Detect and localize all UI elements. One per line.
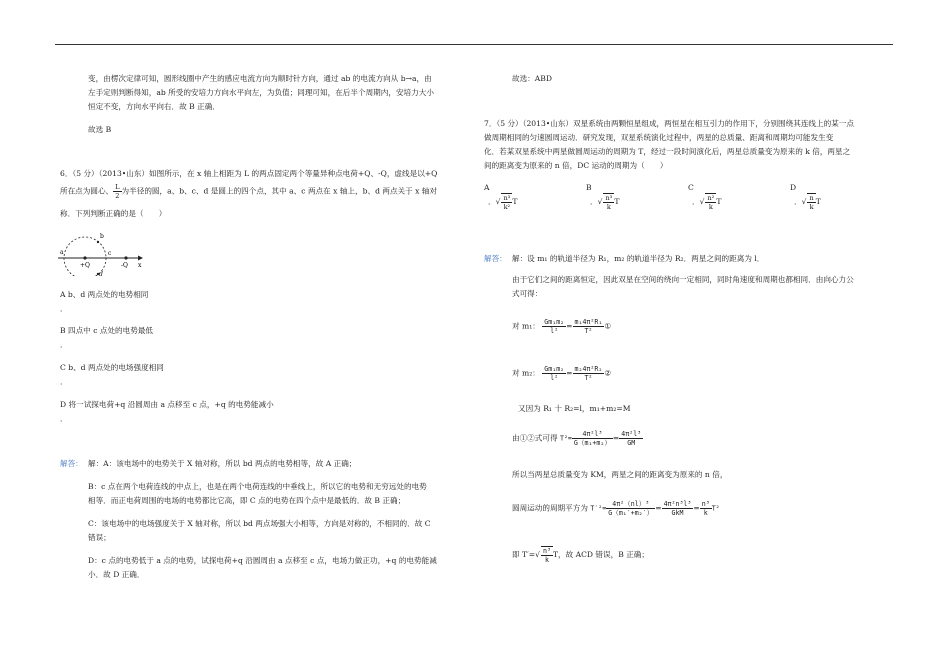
q6-solution-c2: 错误；: [88, 533, 111, 542]
q6-solution-b1: B：c 点在两个电荷连线的中点上，也是在两个电荷连线的中垂线上，所以它的电势和无穷远处的电势: [88, 482, 427, 491]
point-b-dot: [97, 241, 99, 243]
q7-solution-line1: 解：设 m₁ 的轨道半径为 R₁，m₂ 的轨道半径为 R₂．两星之间的距离为 l．: [512, 254, 765, 263]
option-b-dot: ．: [60, 340, 68, 349]
q7-option-a: A ．√ $\frac{\text{n³}}{\text{k²}}$ T: [484, 183, 518, 211]
equation-m2: 对 m₂： $\frac{\text{Gm₁m₂}}{\text{l²}}$ = $\frac{\text{m₂4π²R₂}}{\text{T²}}$ ②: [512, 365, 612, 382]
q5-solution-line3: 恒定不变，方向水平向右．故 B 正确．: [88, 102, 220, 111]
q6-stem-line1: 6．（5 分）（2013•山东）如图所示，在 x 轴上相距为 L 的两点固定两个等量异种点电荷+Q、-Q，虚线是以+Q: [60, 169, 438, 178]
q6-stem-line2: 所在点为圆心、 $\frac{L}{2}$ 为半径的圆，a、b、c、d 是圆上的四个点，其中 a、c 两点在 x 轴上，b、d 两点关于 x 轴对: [60, 183, 438, 200]
q7-option-d: D ．√ $\frac{n}{k}$ T: [790, 183, 821, 211]
header-rule: [55, 44, 893, 45]
q5-answer: 故选 B: [88, 125, 112, 134]
q7-solution-sum: 又因为 R₁ 十 R₂=l，m₁+m₂=M: [518, 404, 631, 413]
q6-solution-b2: 相等．而正电荷周围的电场的电势都比它高，即 C 点的电势在四个点中是最低的．故 B 正确；: [88, 496, 406, 505]
label-plus-q: +Q: [80, 262, 90, 269]
equation-t-squared: 由①②式可得 T²= $\frac{\text{4π²l³}}{\text{G（m₁+m₂）}}$ = $\frac{\text{4π²l³}}{GM}$: [512, 430, 642, 447]
q7-stem-line1: 7．（5 分）（2013•山东）双星系统由两颗恒星组成，两恒星在相互引力的作用下，分别围绕其连线上的某一点: [484, 119, 854, 128]
q6-stem-line3: 称．下列判断正确的是（ ）: [60, 209, 167, 218]
q6-solution-label: 解答：: [60, 459, 83, 468]
q6-option-d: D 将一试探电荷+q 沿圆周由 a 点移至 c 点，+q 的电势能减小: [60, 400, 274, 409]
q5-solution-line1: 变，由楞次定律可知，圆形线圈中产生的感应电流方向为顺时针方向，通过 ab 的电流方向从 b→a，由: [88, 74, 432, 83]
option-c-dot: ．: [60, 377, 68, 386]
equation-t-prime: 即 T′=√ $\frac{\text{n³}}{k}$ T，故 ACD 错误，B 正确；: [512, 547, 649, 564]
q6-answer: 故选：ABD: [512, 74, 552, 83]
half-fraction: $\frac{L}{2}$: [115, 183, 120, 200]
q6-solution-d2: 小．故 D 正确．: [88, 570, 145, 579]
q7-solution-label: 解答：: [484, 254, 507, 263]
label-minus-q: -Q: [121, 262, 128, 269]
label-c: c: [108, 250, 112, 257]
label-b: b: [100, 233, 104, 240]
equation-m1: 对 m₁： $\frac{\text{Gm₁m₂}}{\text{l²}}$ = $\frac{\text{m₁4π²R₁}}{\text{T²}}$ ①: [512, 318, 612, 335]
q6-option-b: B 四点中 c 点处的电势最低: [60, 326, 154, 335]
q6-solution-a: 解：A：该电场中的电势关于 X 轴对称，所以 bd 两点的电势相等，故 A 正确；: [88, 459, 357, 468]
q7-stem-line4: 间的距离变为原来的 n 倍，DC 运动的周期为（ ）: [484, 161, 668, 170]
q5-solution-line2: 左手定则判断得知，ab 所受的安培力方向水平向左，为负值；同理可知，在后半个周期内，安培力大小: [88, 88, 434, 97]
option-d-dot: ．: [60, 414, 68, 423]
q7-solution-line2: 由于它们之间的距离恒定，因此双星在空间的绕向一定相同，同时角速度和周期也都相同．由向心力公: [512, 275, 854, 284]
x-axis-arrow: [138, 256, 143, 261]
q7-solution-line3: 式可得：: [512, 289, 543, 298]
q7-stem-line3: 化．若某双星系统中两星做圆周运动的周期为 T，经过一段时间演化后，两星总质量变为原来的 k 倍，两星之: [484, 147, 851, 156]
q7-solution-line6: 所以当两星总质量变为 KM，两星之间的距离变为原来的 n 倍，: [512, 470, 728, 479]
q7-option-b: B ．√ $\frac{\text{n³}}{k}$ T: [586, 183, 620, 211]
label-x: x: [138, 262, 142, 269]
q7-option-c: C ．√ $\frac{\text{n²}}{k}$ T: [688, 183, 722, 211]
q6-option-a: A b、d 两点处的电势相同: [60, 290, 149, 299]
q6-solution-d1: D：c 点的电势低于 a 点的电势，试探电荷+q 沿圆周由 a 点移至 c 点，电场力做正功，+q 的电势能减: [88, 556, 437, 565]
q7-stem-line2: 做周期相同的匀速圆周运动．研究发现，双星系统演化过程中，两星的总质量、距离和周期均可能发生变: [484, 133, 834, 142]
q6-option-c: C b、d 两点处的电场强度相同: [60, 363, 164, 372]
label-a: a: [60, 249, 64, 256]
q6-solution-c1: C：该电场中的电场强度关于 X 轴对称，所以 bd 两点场强大小相等，方向是对称的，不相同的．故 C: [88, 519, 431, 528]
label-d: d: [99, 271, 103, 276]
positive-charge-point: [83, 256, 86, 259]
q6-figure: [58, 226, 150, 276]
equation-t-prime-squared: 圆周运动的周期平方为 T′²= $\frac{\text{4π²（nl）³}}{\text{G（m₁′+m₂′）}}$ = $\frac{\text{4π²n³l³}}{\text{GkM}}$ = $\frac{\text{n³}}{k}$ T²: [512, 500, 720, 517]
option-a-dot: ．: [60, 304, 68, 313]
negative-charge-point: [124, 256, 127, 259]
